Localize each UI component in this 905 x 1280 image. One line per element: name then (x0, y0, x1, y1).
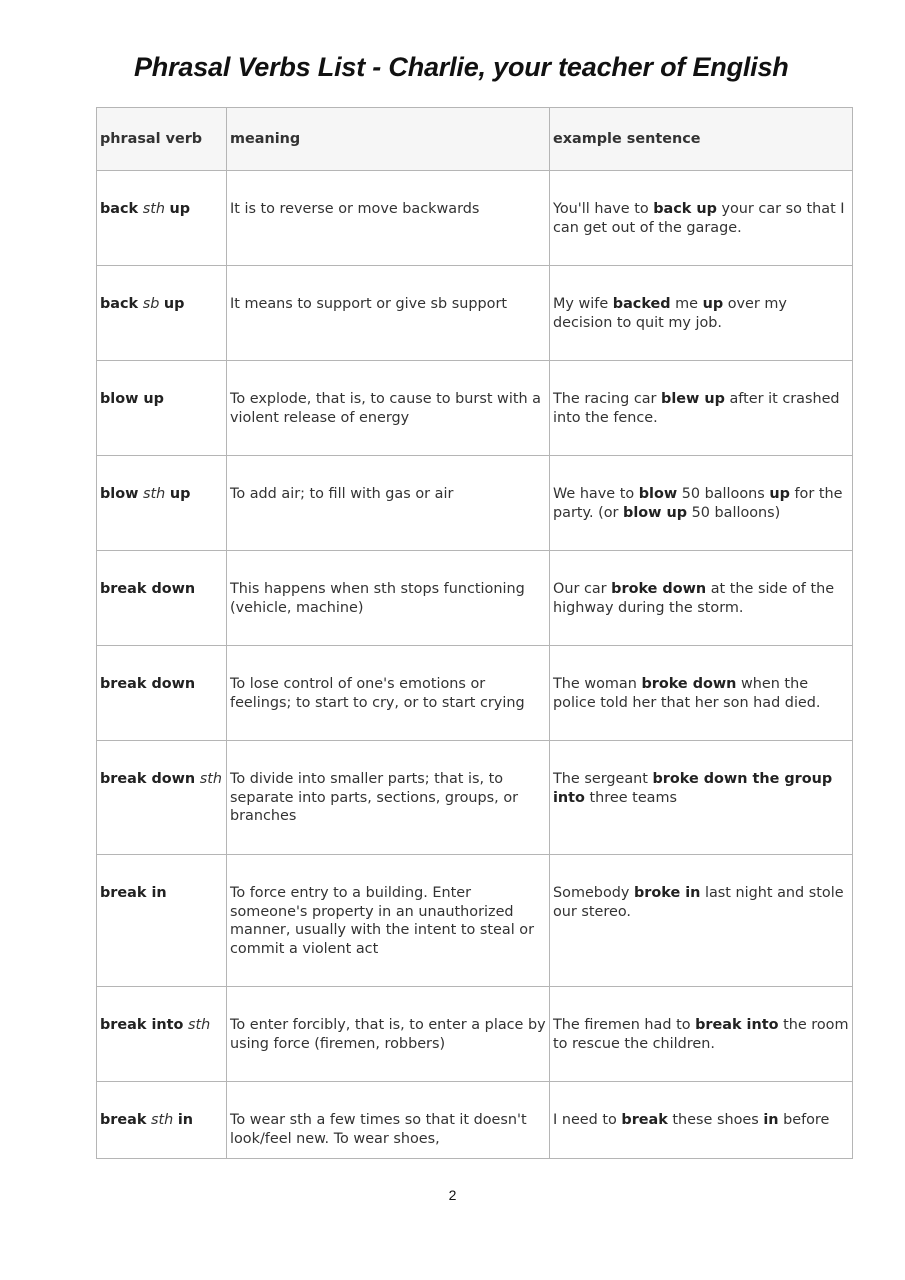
meaning-text: To add air; to fill with gas or air (230, 486, 454, 502)
example-sentence-cell (550, 266, 853, 361)
table-header-row (97, 108, 853, 171)
bold-text: up (769, 486, 790, 502)
phrasal-verb-cell (97, 456, 227, 551)
header-meaning: meaning (227, 108, 550, 171)
bold-text: back (100, 201, 139, 217)
header-example-sentence: example sentence (550, 108, 853, 171)
meaning-cell (227, 551, 550, 646)
text-run: at the side of the highway during the storm. (553, 581, 835, 616)
example-sentence-cell (550, 361, 853, 456)
bold-text: up (169, 201, 191, 217)
meaning-cell (227, 741, 550, 855)
example-sentence-cell (550, 855, 853, 987)
table-row (97, 456, 853, 551)
phrasal-verbs-table (96, 107, 853, 1159)
bold-text: up (702, 296, 724, 312)
bold-text: back up (653, 201, 717, 217)
bold-text: in (177, 1112, 194, 1128)
bold-text: break down (100, 676, 196, 692)
table-body (97, 171, 853, 1159)
bold-text: break (621, 1112, 668, 1128)
table-row (97, 266, 853, 361)
italic-text: sth (143, 486, 166, 502)
meaning-text: To explode, that is, to cause to burst with a violent release of energy (230, 391, 541, 426)
text-run: before (778, 1112, 830, 1128)
text-run: The firemen had to (553, 1017, 696, 1033)
italic-text: sth (151, 1112, 174, 1128)
italic-text: sb (142, 296, 160, 312)
meaning-cell (227, 266, 550, 361)
text-run: Somebody (553, 885, 634, 901)
meaning-text: To force entry to a building. Enter someone's property in an unauthorized manner, usually with the intent to steal or commit a violent act (230, 885, 535, 957)
meaning-cell (227, 646, 550, 741)
meaning-text: To enter forcibly, that is, to enter a place by using force (firemen, robbers) (230, 1017, 546, 1052)
phrasal-verb-cell (97, 855, 227, 987)
bold-text: break down (100, 771, 196, 787)
meaning-cell (227, 361, 550, 456)
meaning-cell (227, 855, 550, 987)
page-number: 2 (448, 1187, 457, 1203)
meaning-text: It is to reverse or move backwards (230, 201, 480, 217)
meaning-text: It means to support or give sb support (230, 296, 508, 312)
text-run: last night and stole our stereo. (553, 885, 844, 920)
text-run: My wife (553, 296, 613, 312)
phrasal-verb-cell (97, 551, 227, 646)
meaning-cell (227, 456, 550, 551)
example-sentence-cell (550, 987, 853, 1082)
italic-text: sth (142, 201, 165, 217)
table-row (97, 987, 853, 1082)
phrasal-verb-cell (97, 741, 227, 855)
text-run: The sergeant (553, 771, 653, 787)
example-sentence-cell (550, 646, 853, 741)
bold-text: blow up (623, 504, 688, 521)
example-sentence-cell (550, 171, 853, 266)
meaning-cell (227, 987, 550, 1082)
meaning-cell (227, 1082, 550, 1159)
text-run: me (670, 296, 703, 312)
text-run: We have to (553, 486, 639, 502)
bold-text: blew up (661, 391, 725, 407)
table-row (97, 646, 853, 741)
bold-text: in (763, 1112, 779, 1128)
bold-text: up (169, 486, 191, 502)
phrasal-verb-cell (97, 361, 227, 456)
bold-text: broke down the group into (553, 771, 833, 806)
text-run: The racing car (553, 391, 662, 407)
meaning-text: This happens when sth stops functioning (vehicle, machine) (230, 581, 525, 616)
text-run: after it crashed into the fence. (553, 391, 840, 426)
bold-text: back (100, 296, 139, 312)
text-run: three teams (584, 789, 678, 806)
example-sentence-cell (550, 456, 853, 551)
text-run: 50 balloons) (687, 504, 781, 521)
table-row (97, 1082, 853, 1159)
meaning-cell (227, 171, 550, 266)
bold-text: broke down (611, 581, 707, 597)
text-run: The woman (553, 676, 642, 692)
table-row (97, 551, 853, 646)
table-row (97, 361, 853, 456)
phrasal-verb-cell (97, 171, 227, 266)
text-run: over my decision to quit my job. (553, 296, 787, 331)
text-run: your car so that I can get out of the garage. (553, 201, 845, 236)
bold-text: broke down (641, 676, 737, 692)
text-run: these shoes (667, 1112, 764, 1128)
bold-text: break in (100, 885, 167, 901)
phrasal-verb-cell (97, 646, 227, 741)
example-sentence-cell (550, 1082, 853, 1159)
meaning-text: To wear sth a few times so that it doesn't look/feel new. To wear shoes, (230, 1112, 527, 1147)
text-run: Our car (553, 581, 612, 597)
italic-text: sth (199, 771, 223, 787)
text-run: the room to rescue the children. (553, 1017, 849, 1052)
text-run: 50 balloons (677, 486, 770, 502)
page-title: Phrasal Verbs List - Charlie, your teacher of English (134, 52, 789, 82)
italic-text: sth (187, 1017, 211, 1033)
phrasal-verb-cell (97, 987, 227, 1082)
bold-text: break into (695, 1017, 779, 1033)
meaning-text: To divide into smaller parts; that is, to separate into parts, sections, groups, or branches (230, 771, 519, 824)
bold-text: break down (100, 581, 196, 597)
table-row (97, 855, 853, 987)
bold-text: backed (612, 296, 671, 312)
header-phrasal-verb: phrasal verb (97, 108, 227, 171)
meaning-text: To lose control of one's emotions or feelings; to start to cry, or to start crying (230, 676, 525, 711)
text-run: I need to (553, 1112, 622, 1128)
bold-text: blow (100, 486, 139, 502)
example-sentence-cell (550, 741, 853, 855)
table-row (97, 741, 853, 855)
bold-text: broke in (633, 885, 701, 901)
bold-text: blow up (100, 391, 164, 407)
table-row (97, 171, 853, 266)
text-run: for the party. (or (553, 486, 843, 521)
bold-text: up (163, 296, 185, 312)
phrasal-verb-cell (97, 1082, 227, 1159)
bold-text: break (100, 1112, 147, 1128)
text-run: You'll have to (553, 201, 654, 217)
bold-text: break into (100, 1017, 184, 1033)
example-sentence-cell (550, 551, 853, 646)
bold-text: blow (638, 486, 678, 502)
text-run: when the police told her that her son had died. (553, 676, 821, 711)
phrasal-verb-cell (97, 266, 227, 361)
